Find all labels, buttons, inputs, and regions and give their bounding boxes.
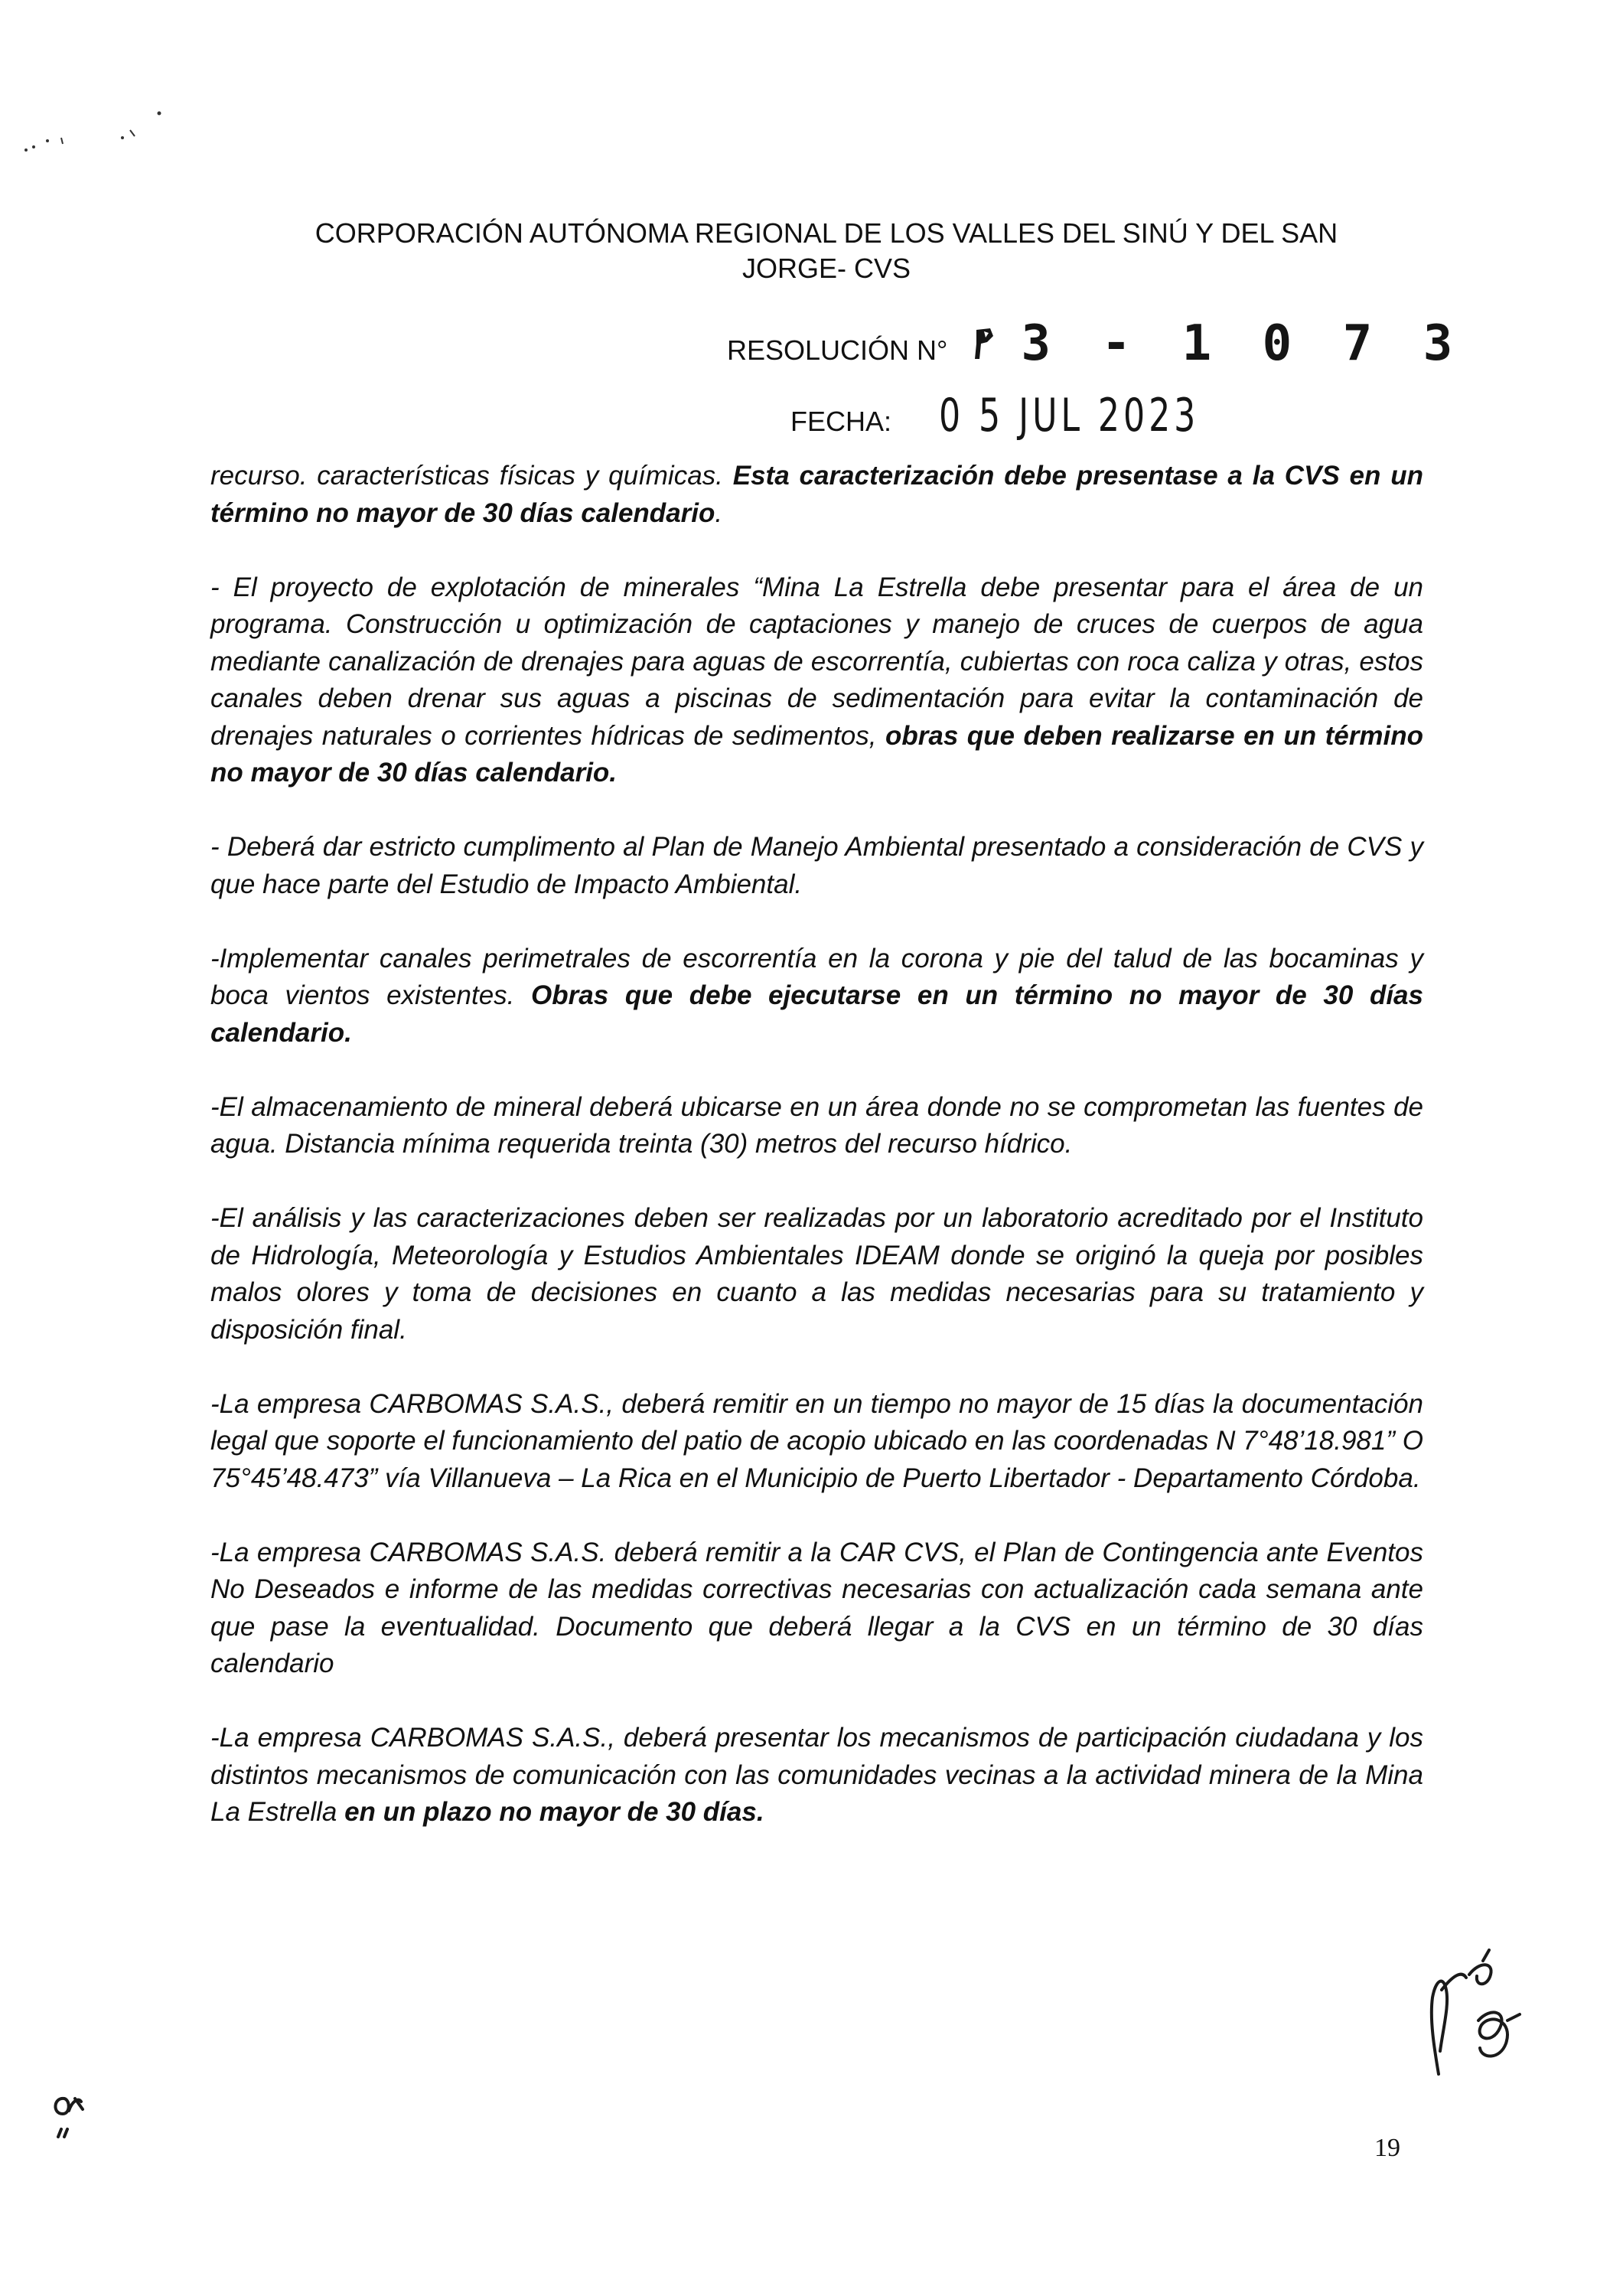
document-header	[230, 216, 1423, 286]
body-paragraph	[210, 1089, 1423, 1163]
text-segment: recurso. características físicas y químicas.	[210, 461, 733, 491]
resolution-label: RESOLUCIÓN N°	[727, 334, 948, 366]
text-segment: - Deberá dar estricto cumplimento al Plan de Manejo Ambiental presentado a consideración de CVS y que hace parte del Estudio de Impacto Ambiental.	[210, 832, 1423, 899]
resolution-number: 3 - 1 0 7 3	[1021, 315, 1464, 372]
body-paragraph	[210, 569, 1423, 792]
bold-segment: Esta caracterización debe presentase a la CVS en un término no mayor de 30 días calendario	[210, 461, 1424, 528]
body-paragraph	[210, 1200, 1423, 1349]
body-paragraph	[210, 1534, 1423, 1683]
handwritten-initial-icon	[47, 2088, 101, 2149]
handwritten-initials-icon	[1416, 1944, 1553, 2097]
date-row	[790, 389, 1256, 442]
organization-name-line1: CORPORACIÓN AUTÓNOMA REGIONAL DE LOS VALLES DEL SINÚ Y DEL SAN	[314, 217, 1338, 249]
body-paragraph	[210, 1720, 1423, 1831]
text-segment: -El almacenamiento de mineral deberá ubicarse en un área donde no se comprometan las fuentes de agua. Distancia mínima requerida treinta (30) metros del recurso hídrico.	[210, 1091, 1423, 1159]
text-segment: .	[715, 497, 723, 528]
body-paragraph	[210, 829, 1423, 903]
scan-specks-icon	[15, 107, 168, 168]
text-segment: -El análisis y las caracterizaciones deben ser realizadas por un laboratorio acreditado por el Instituto de Hidrología, Meteorología y Estudios Ambientales IDEAM donde se originó la queja por posibles malos olores y toma de decisiones en cuanto a las medidas necesarias para su tratamiento y disposición final.	[210, 1203, 1423, 1345]
body-paragraph	[210, 458, 1423, 532]
date-label: FECHA:	[790, 406, 892, 437]
text-segment: -Implementar canales perimetrales de escorrentía en la corona y pie del talud de las bocaminas y boca vientos existentes.	[210, 943, 1423, 1010]
page-number: 19	[1374, 2134, 1400, 2162]
text-segment: - El proyecto de explotación de minerales “Mina La Estrella debe presentar para el área de un programa. Construcción u optimización de captaciones y manejo de cruces de cuerpos de agua mediante canalización de drenajes para aguas de escorrentía, cubiertas con roca caliza y otras, estos canales deben drenar sus aguas a piscinas de sedimentación para evitar la contaminación de drenajes naturales o corrientes hídricas de sedimentos,	[210, 572, 1423, 751]
bold-segment: en un plazo no mayor de 30 días.	[344, 1797, 764, 1827]
resolution-row	[727, 315, 1463, 372]
body-paragraph	[210, 941, 1423, 1052]
text-segment: -La empresa CARBOMAS S.A.S., deberá presentar los mecanismos de participación ciudadana y los distintos mecanismos de comunicación con las comunidades vecinas a la actividad minera de la Mina La Estrella	[210, 1723, 1423, 1827]
stamp-mark-icon	[970, 325, 1001, 362]
organization-name-line2: JORGE- CVS	[741, 253, 911, 284]
bold-segment: Obras que debe ejecutarse en un término no mayor de 30 días calendario.	[210, 980, 1423, 1048]
resolution-body	[210, 458, 1423, 1868]
text-segment: -La empresa CARBOMAS S.A.S. deberá remitir a la CAR CVS, el Plan de Contingencia ante Eventos No Deseados e informe de las medidas correctivas necesarias con actualización cada semana ante que pase la eventualidad. Documento que deberá llegar a la CVS en un término de 30 días calendario	[210, 1537, 1423, 1678]
bold-segment: obras que deben realizarse en un término no mayor de 30 días calendario.	[210, 720, 1423, 788]
text-segment: -La empresa CARBOMAS S.A.S., deberá remitir en un tiempo no mayor de 15 días la documentación legal que soporte el funcionamiento del patio de acopio ubicado en las coordenadas N 7°48’18.981” O 75°45’48.473” vía Villanueva – La Rica en el Municipio de Puerto Libertador - Departamento Córdoba.	[210, 1388, 1423, 1493]
date-value: 0 5 JUL 2023	[939, 389, 1200, 442]
body-paragraph	[210, 1386, 1423, 1498]
